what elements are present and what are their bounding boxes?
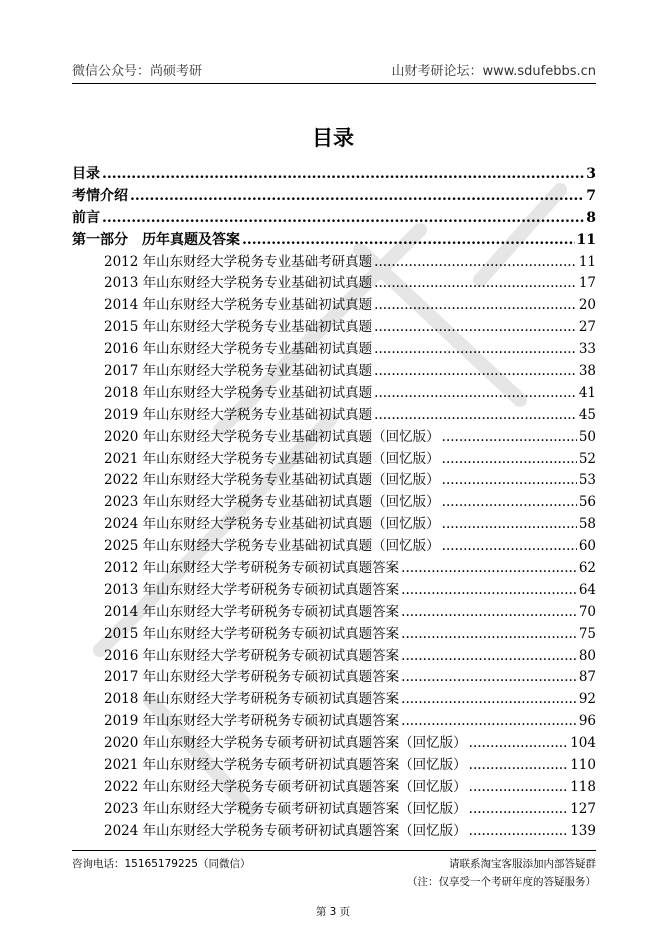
toc-entry-title: 2022 年山东财经大学税务专硕考研初试真题答案（回忆版） [104, 778, 467, 795]
toc-entry[interactable] [72, 449, 596, 471]
toc-leader [442, 514, 577, 536]
toc-leader [401, 689, 577, 711]
toc-leader [374, 252, 577, 274]
toc-entry-page: 20 [578, 297, 596, 314]
toc-leader [374, 361, 577, 383]
page-footer [72, 850, 596, 889]
toc-entry-page: 110 [570, 757, 596, 774]
toc-entry[interactable] [72, 821, 596, 843]
toc-entry-page: 127 [570, 800, 596, 817]
toc-entry[interactable] [72, 711, 596, 733]
toc-entry-title: 2017 年山东财经大学税务专业基础初试真题 [104, 363, 373, 379]
toc-entry-page: 118 [570, 778, 596, 795]
toc-entry-page: 64 [578, 581, 596, 598]
toc-entry-title: 2017 年山东财经大学考研税务专硕初试真题答案 [104, 669, 400, 686]
toc-leader [374, 383, 577, 405]
toc-entry[interactable] [72, 470, 596, 492]
toc-entry[interactable] [72, 689, 596, 711]
toc-entry-page: 33 [578, 341, 596, 358]
toc-entry[interactable] [72, 383, 596, 405]
toc-leader [102, 208, 584, 230]
toc-entry-page: 52 [578, 450, 596, 467]
toc-entry[interactable] [72, 339, 596, 361]
toc-entry-page: 87 [578, 669, 596, 686]
header-forum: 山财考研论坛：www.sdufebbs.cn [391, 64, 596, 79]
toc-entry-page: 60 [578, 538, 596, 555]
toc-entry[interactable] [72, 733, 596, 755]
page-number: 第 3 页 [315, 906, 351, 918]
header-wechat: 微信公众号：尚硕考研 [72, 64, 203, 79]
toc-entry[interactable] [72, 514, 596, 536]
toc-entry-page: 11 [576, 231, 596, 248]
toc-entry-page: 96 [578, 713, 596, 730]
toc-entry[interactable] [72, 186, 596, 208]
toc-entry-page: 80 [578, 647, 596, 664]
toc-leader [401, 580, 577, 602]
toc-leader [469, 799, 569, 821]
toc-entry[interactable] [72, 317, 596, 339]
toc-entry-title: 2015 年山东财经大学税务专业基础初试真题 [104, 319, 373, 336]
toc-entry-title: 考情介绍 [72, 187, 128, 204]
toc-entry[interactable] [72, 558, 596, 580]
page-header [72, 60, 596, 84]
toc-entry[interactable] [72, 667, 596, 689]
toc-entry-title: 2024 年山东财经大学税务专硕考研初试真题答案（回忆版） [104, 822, 467, 839]
toc-entry[interactable] [72, 536, 596, 558]
toc-entry-page: 139 [570, 822, 596, 839]
toc-entry-title: 2015 年山东财经大学考研税务专硕初试真题答案 [104, 625, 400, 642]
toc-leader [374, 273, 577, 295]
toc-leader [374, 295, 577, 317]
toc-leader [374, 405, 577, 427]
toc-entry-page: 45 [578, 406, 596, 423]
toc-leader [401, 711, 577, 733]
toc-leader [442, 470, 577, 492]
toc-entry[interactable] [72, 755, 596, 777]
toc-entry-title: 2014 年山东财经大学考研税务专硕初试真题答案 [104, 603, 400, 620]
toc-entry[interactable] [72, 405, 596, 427]
toc-entry-title: 目录 [72, 165, 100, 182]
toc-entry[interactable] [72, 252, 596, 274]
toc-entry-title: 2012 年山东财经大学税务专业基础考研真题 [104, 253, 373, 270]
footer-note: （注：仅享受一个考研年度的答疑服务） [407, 876, 596, 888]
toc-entry-title: 2016 年山东财经大学考研税务专硕初试真题答案 [104, 647, 400, 664]
toc-leader [401, 602, 577, 624]
toc-entry-title: 第一部分 历年真题及答案 [72, 231, 240, 248]
toc-entry[interactable] [72, 646, 596, 668]
toc-entry-title: 2022 年山东财经大学税务专业基础初试真题（回忆版） [104, 472, 440, 489]
toc-entry[interactable] [72, 230, 596, 252]
toc-entry-page: 104 [570, 735, 596, 752]
toc-entry-title: 2019 年山东财经大学考研税务专硕初试真题答案 [104, 713, 400, 730]
toc-entry-page: 56 [578, 494, 596, 511]
toc-leader [102, 164, 584, 186]
toc-leader [401, 558, 577, 580]
toc-entry-title: 2012 年山东财经大学考研税务专硕初试真题答案 [104, 560, 400, 577]
toc-leader [442, 449, 577, 471]
toc-entry-page: 53 [578, 472, 596, 489]
toc-leader [374, 339, 577, 361]
toc-entry-page: 62 [578, 560, 596, 577]
toc-entry-title: 2018 年山东财经大学税务专业基础初试真题 [104, 384, 373, 401]
toc-leader [469, 821, 569, 843]
toc-entry-title: 2013 年山东财经大学考研税务专硕初试真题答案 [104, 581, 400, 598]
toc-leader [442, 492, 577, 514]
toc-leader [130, 186, 584, 208]
toc-entry-page: 17 [578, 275, 596, 292]
toc-entry-title: 2025 年山东财经大学税务专业基础初试真题（回忆版） [104, 538, 440, 555]
toc-leader [401, 667, 577, 689]
toc-entry[interactable] [72, 777, 596, 799]
toc-entry-title: 2019 年山东财经大学税务专业基础初试真题 [104, 406, 373, 423]
toc-entry-page: 75 [578, 625, 596, 642]
toc-leader [442, 536, 577, 558]
toc-entry[interactable] [72, 602, 596, 624]
toc-entry-title: 2023 年山东财经大学税务专硕考研初试真题答案（回忆版） [104, 800, 467, 817]
toc-entry[interactable] [72, 164, 596, 186]
toc-entry-page: 7 [586, 187, 596, 204]
toc-entry-title: 2013 年山东财经大学税务专业基础初试真题 [104, 275, 373, 292]
toc-leader [442, 427, 577, 449]
toc-entry-title: 2024 年山东财经大学税务专业基础初试真题（回忆版） [104, 516, 440, 533]
toc-entry-page: 41 [578, 384, 596, 401]
toc-entry-title: 2016 年山东财经大学税务专业基础初试真题 [104, 341, 373, 358]
toc-entry[interactable] [72, 580, 596, 602]
toc-leader [401, 624, 577, 646]
toc-entry-title: 2014 年山东财经大学税务专业基础初试真题 [104, 297, 373, 314]
toc-entry[interactable] [72, 361, 596, 383]
toc-leader [469, 755, 569, 777]
toc-entry-page: 50 [578, 428, 596, 445]
footer-phone: 咨询电话：15165179225（同微信） [72, 858, 251, 870]
toc-entry-title: 2021 年山东财经大学税务专业基础初试真题（回忆版） [104, 450, 440, 467]
toc-leader [469, 777, 569, 799]
toc-entry[interactable] [72, 295, 596, 317]
toc-entry-title: 2020 年山东财经大学税务专业基础初试真题（回忆版） [104, 428, 440, 445]
toc-entry[interactable] [72, 624, 596, 646]
toc-entry-page: 3 [586, 165, 596, 182]
toc-entry[interactable] [72, 427, 596, 449]
toc-entry-title: 前言 [72, 209, 100, 226]
toc-entry[interactable] [72, 273, 596, 295]
table-of-contents [72, 164, 596, 843]
toc-entry-page: 11 [578, 253, 596, 270]
toc-entry-page: 58 [578, 516, 596, 533]
toc-entry-page: 27 [578, 319, 596, 336]
toc-entry-page: 70 [578, 603, 596, 620]
toc-leader [469, 733, 569, 755]
toc-entry[interactable] [72, 799, 596, 821]
toc-entry-title: 2018 年山东财经大学考研税务专硕初试真题答案 [104, 691, 400, 708]
toc-entry-page: 92 [578, 691, 596, 708]
toc-leader [401, 646, 577, 668]
toc-leader [242, 230, 575, 252]
page-title: 目录 [312, 126, 354, 150]
toc-entry[interactable] [72, 208, 596, 230]
toc-entry-page: 8 [586, 209, 596, 226]
toc-entry-page: 38 [578, 363, 596, 379]
toc-leader [374, 317, 577, 339]
toc-entry[interactable] [72, 492, 596, 514]
footer-contact: 请联系淘宝客服添加内部答疑群 [449, 858, 596, 870]
toc-entry-title: 2020 年山东财经大学税务专硕考研初试真题答案（回忆版） [104, 735, 467, 752]
toc-entry-title: 2023 年山东财经大学税务专业基础初试真题（回忆版） [104, 494, 440, 511]
toc-entry-title: 2021 年山东财经大学税务专硕考研初试真题答案（回忆版） [104, 757, 467, 774]
